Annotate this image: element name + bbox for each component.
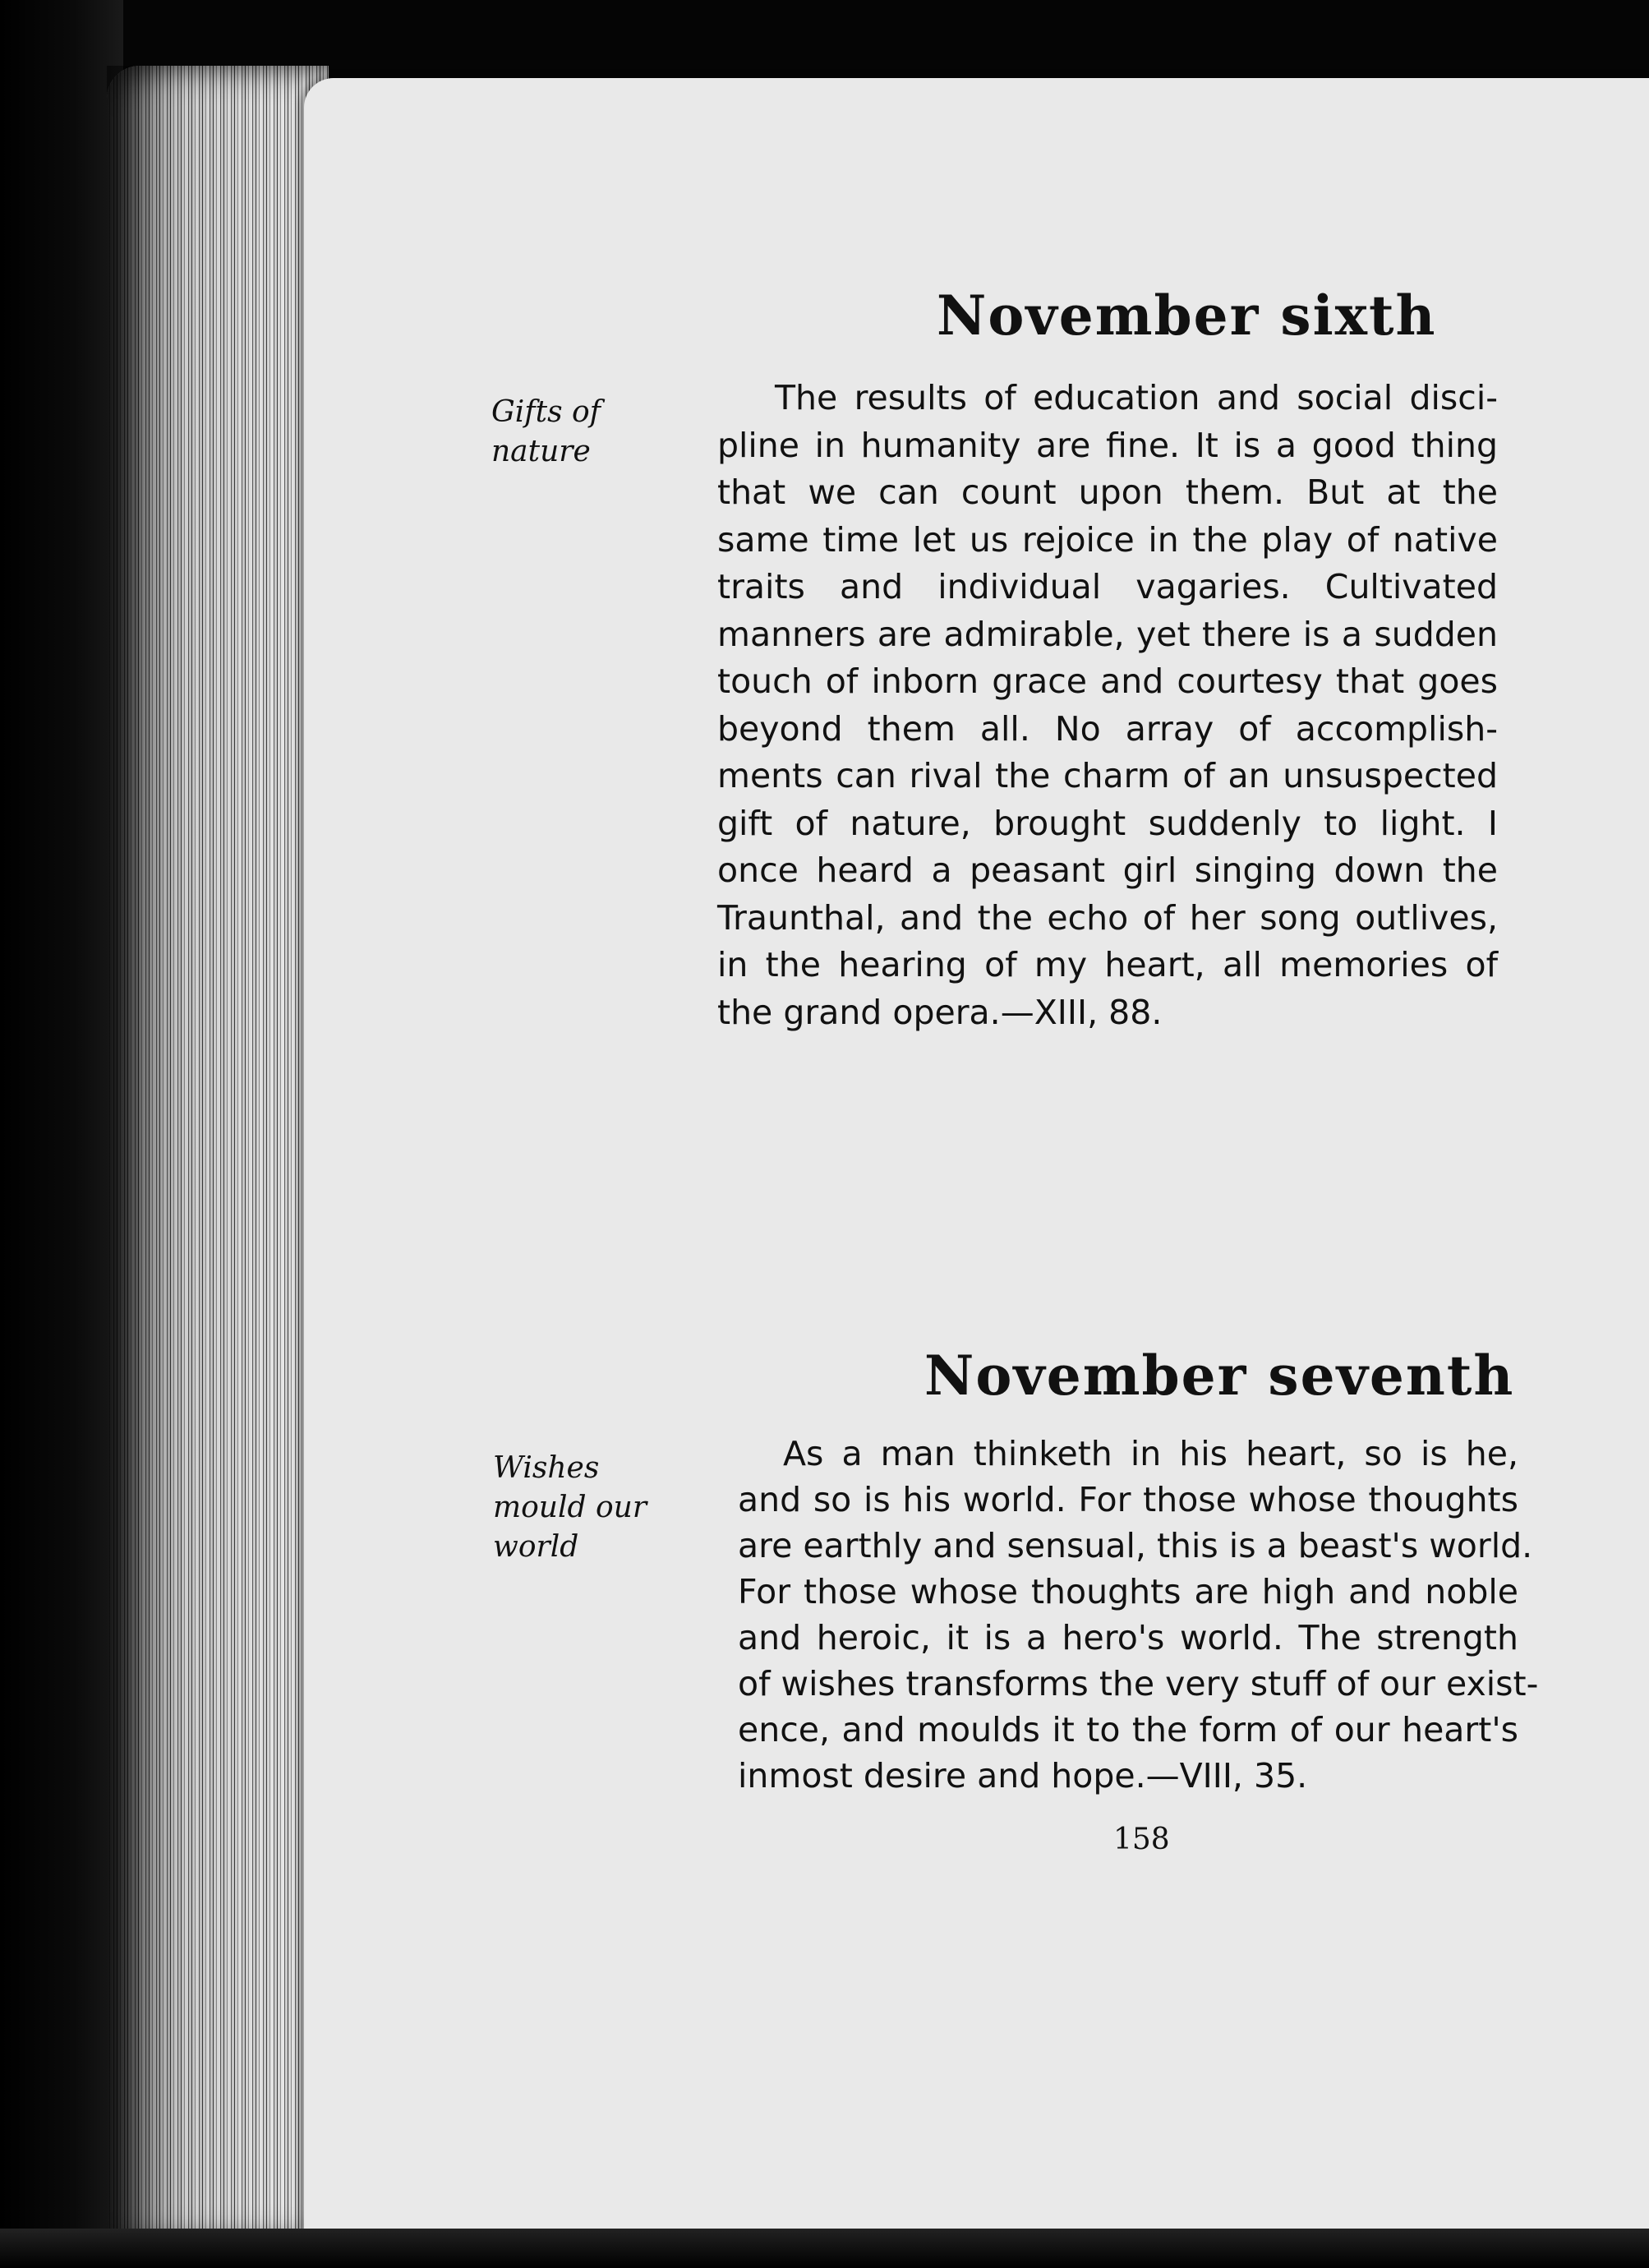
body-line: Traunthal, and the echo of her song outlives, <box>717 897 1498 938</box>
body-line: As a man thinketh in his heart, so is he, <box>783 1434 1518 1473</box>
page-bottom-edge <box>0 2229 1649 2268</box>
entry-body-november-seventh <box>738 1431 1539 1799</box>
margin-note-line: Gifts of <box>491 395 601 429</box>
entry-body-november-sixth <box>717 375 1498 1036</box>
body-line: once heard a peasant girl singing down the <box>717 850 1498 890</box>
margin-note-line: Wishes <box>493 1451 600 1485</box>
book-binding <box>0 0 123 2268</box>
body-line: manners are admirable, yet there is a sudden <box>717 614 1498 654</box>
body-line: traits and individual vagaries. Cultivated <box>717 567 1498 606</box>
margin-note-line: world <box>493 1530 579 1564</box>
body-line: same time let us rejoice in the play of native <box>717 519 1498 560</box>
body-line: in the hearing of my heart, all memories of <box>717 945 1498 984</box>
margin-note-line: mould our <box>493 1491 647 1524</box>
body-line: ments can rival the charm of an unsuspected <box>717 756 1498 795</box>
body-line: of wishes transforms the very stuff of our exist- <box>738 1664 1539 1703</box>
page-number: 158 <box>1113 1823 1170 1856</box>
body-line: and so is his world. For those whose thoughts <box>738 1480 1518 1519</box>
body-line: and heroic, it is a hero's world. The strength <box>738 1618 1518 1657</box>
body-line: ence, and moulds it to the form of our heart's <box>738 1710 1518 1749</box>
body-line: beyond them all. No array of accomplish- <box>717 708 1498 749</box>
body-line: pline in humanity are fine. It is a good thing <box>717 425 1498 465</box>
body-line: that we can count upon them. But at the <box>717 472 1498 512</box>
page-edges <box>107 66 329 2243</box>
entry-heading-november-seventh: November seventh <box>924 1344 1515 1408</box>
margin-note-line: nature <box>491 435 591 468</box>
body-line: inmost desire and hope.—VIII, 35. <box>738 1756 1308 1796</box>
margin-note-wishes-mould-our-world <box>493 1449 647 1567</box>
body-line: touch of inborn grace and courtesy that goes <box>717 662 1498 701</box>
body-line: are earthly and sensual, this is a beast's world. <box>738 1526 1533 1565</box>
body-line: For those whose thoughts are high and noble <box>738 1572 1518 1611</box>
entry-heading-november-sixth: November sixth <box>937 284 1437 348</box>
body-line: The results of education and social disci- <box>775 378 1498 417</box>
margin-note-gifts-of-nature <box>491 393 601 472</box>
body-line: gift of nature, brought suddenly to light. I <box>717 803 1498 843</box>
body-line: the grand opera.—XIII, 88. <box>717 992 1163 1032</box>
